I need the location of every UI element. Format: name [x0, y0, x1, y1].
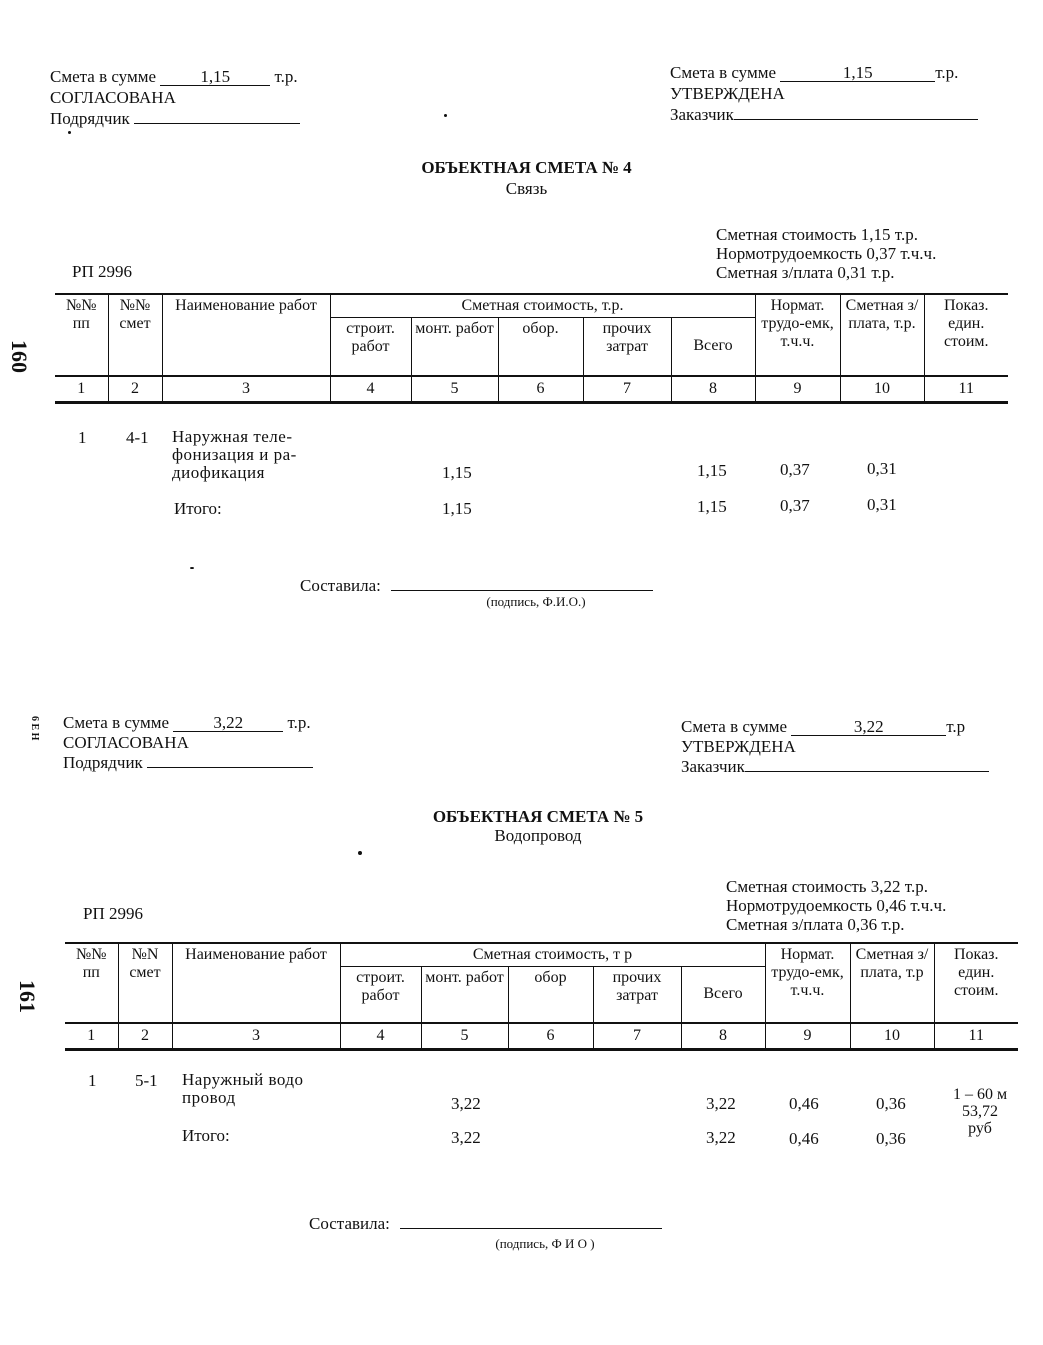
col-wage: Сметная з/плата, т.р	[850, 943, 934, 1023]
row-smet: 4-1	[126, 428, 149, 447]
row-mont: 3,22	[451, 1094, 481, 1113]
col-labor: Нормат. трудо-емк, т.ч.ч.	[755, 294, 840, 376]
composed-by	[300, 576, 653, 596]
idx-cell: 8	[681, 1023, 765, 1050]
status-approved: УТВЕРЖДЕНА	[681, 737, 796, 756]
row-nn: 1	[78, 428, 87, 447]
row-mont: 1,15	[442, 463, 472, 482]
idx-cell: 2	[118, 1023, 172, 1050]
wage-line: Сметная з/плата 0,36 т.р.	[726, 915, 905, 934]
page-number-161: 161	[15, 980, 40, 1013]
customer-label: Заказчик	[670, 105, 734, 124]
signature-line	[391, 590, 653, 591]
col-other: прочих затрат	[593, 967, 681, 1023]
row-nn: 1	[88, 1071, 97, 1090]
idx-cell: 5	[411, 376, 498, 403]
row-total: 1,15	[697, 461, 727, 480]
index-line: руб	[968, 1120, 992, 1137]
left-approval	[63, 713, 313, 773]
row-name-line: диофикация	[172, 463, 265, 482]
project-code: РП 2996	[72, 262, 132, 281]
sum-unit: т.р.	[274, 67, 298, 86]
idx-cell: 10	[840, 376, 924, 403]
idx-cell: 4	[340, 1023, 421, 1050]
col-other: прочих затрат	[583, 318, 671, 376]
composed-label: Составила:	[300, 576, 381, 595]
idx-cell: 5	[421, 1023, 508, 1050]
wage-line: Сметная з/плата 0,31 т.р.	[716, 263, 895, 282]
sum-unit: т.р	[946, 717, 966, 736]
cost-line: Сметная стоимость 1,15 т.р.	[716, 225, 918, 244]
col-group-cost: Сметная стоимость, т.р.	[330, 294, 755, 318]
idx-cell: 3	[172, 1023, 340, 1050]
total-labor: 0,46	[789, 1129, 819, 1148]
idx-cell: 10	[850, 1023, 934, 1050]
total-wage: 0,31	[867, 495, 897, 514]
customer-signature-line	[734, 119, 978, 120]
col-build: строит. работ	[330, 318, 411, 376]
print-speck	[190, 567, 194, 569]
row-total: 3,22	[706, 1094, 736, 1113]
total-total: 1,15	[697, 497, 727, 516]
status-agreed: СОГЛАСОВАНА	[63, 733, 189, 752]
cost-summary	[716, 225, 936, 282]
total-mont: 3,22	[451, 1128, 481, 1147]
right-approval	[681, 717, 989, 777]
document-subtitle: Связь	[505, 179, 548, 198]
row-name	[182, 1071, 304, 1107]
composed-label: Составила:	[309, 1214, 390, 1233]
total-label: Итого:	[174, 499, 222, 518]
left-approval	[50, 66, 300, 129]
idx-cell: 1	[55, 376, 108, 403]
idx-cell: 1	[65, 1023, 118, 1050]
row-name-line: Наружная теле-	[172, 427, 293, 446]
total-labor: 0,37	[780, 496, 810, 515]
idx-cell: 6	[508, 1023, 593, 1050]
signature-caption: (подпись, Ф.И.О.)	[486, 594, 586, 609]
sum-unit: т.р.	[935, 63, 959, 82]
col-name: Наименование работ	[162, 294, 330, 376]
total-wage: 0,36	[876, 1129, 906, 1148]
sum-value: 1,15	[160, 68, 270, 86]
print-speck	[358, 851, 362, 855]
col-nn: №№ пп	[65, 943, 118, 1023]
customer-signature-line	[745, 771, 989, 772]
row-labor: 0,37	[780, 460, 810, 479]
customer-label: Заказчик	[681, 757, 745, 776]
col-build: строит. работ	[340, 967, 421, 1023]
idx-cell: 11	[934, 1023, 1018, 1050]
document-title: ОБЪЕКТНАЯ СМЕТА № 4	[421, 158, 632, 177]
labor-line: Нормотрудоемкость 0,37 т.ч.ч.	[716, 244, 937, 263]
col-nn: №№ пп	[55, 294, 108, 376]
idx-cell: 2	[108, 376, 162, 403]
col-index: Показ. един. стоим.	[934, 943, 1018, 1023]
col-labor: Нормат. трудо-емк, т.ч.ч.	[765, 943, 850, 1023]
row-wage: 0,36	[876, 1094, 906, 1113]
document-title: ОБЪЕКТНАЯ СМЕТА № 5	[432, 807, 644, 826]
idx-cell: 8	[671, 376, 755, 403]
document-subtitle: Водопровод	[494, 826, 582, 845]
idx-cell: 6	[498, 376, 583, 403]
row-name	[172, 428, 297, 482]
col-total: Всего	[671, 318, 755, 376]
total-mont: 1,15	[442, 499, 472, 518]
row-name-line: фонизация и ра-	[172, 445, 297, 464]
idx-cell: 11	[924, 376, 1008, 403]
row-wage: 0,31	[867, 459, 897, 478]
print-speck	[444, 114, 447, 117]
cost-summary	[726, 877, 946, 934]
sum-value: 3,22	[173, 714, 283, 732]
row-name-line: Наружный водо	[182, 1070, 304, 1089]
total-label: Итого:	[182, 1126, 230, 1145]
sum-label: Смета в сумме	[63, 713, 170, 732]
estimate-table-header	[65, 942, 1018, 1051]
col-index: Показ. един. стоим.	[924, 294, 1008, 376]
contractor-label: Подрядчик	[50, 109, 130, 128]
col-total: Всего	[681, 967, 765, 1023]
col-group-cost: Сметная стоимость, т р	[340, 943, 765, 967]
idx-cell: 9	[765, 1023, 850, 1050]
col-name: Наименование работ	[172, 943, 340, 1023]
right-approval	[670, 62, 978, 125]
col-mont: монт. работ	[421, 967, 508, 1023]
index-line: 1 – 60 м	[952, 1086, 1008, 1103]
total-total: 3,22	[706, 1128, 736, 1147]
col-smet: №№ смет	[108, 294, 162, 376]
page-number-160: 160	[7, 340, 32, 373]
signature-caption: (подпись, Ф И О )	[495, 1236, 595, 1251]
status-agreed: СОГЛАСОВАНА	[50, 88, 176, 107]
signature-line	[400, 1228, 662, 1229]
row-name-line: провод	[182, 1088, 236, 1107]
status-approved: УТВЕРЖДЕНА	[670, 84, 785, 103]
cost-line: Сметная стоимость 3,22 т.р.	[726, 877, 928, 896]
col-wage: Сметная з/плата, т.р.	[840, 294, 924, 376]
col-obor: обор.	[498, 318, 583, 376]
composed-by	[309, 1214, 662, 1234]
contractor-signature-line	[134, 123, 300, 124]
estimate-table-header	[55, 293, 1008, 404]
row-smet: 5-1	[135, 1071, 158, 1090]
idx-cell: 4	[330, 376, 411, 403]
idx-cell: 7	[583, 376, 671, 403]
sum-unit: т.р.	[287, 713, 311, 732]
sum-value: 3,22	[791, 718, 946, 736]
print-speck	[68, 131, 71, 134]
idx-cell: 3	[162, 376, 330, 403]
index-line: 53,72	[962, 1103, 998, 1120]
side-note: 6 Е Н	[29, 716, 40, 741]
idx-cell: 9	[755, 376, 840, 403]
sum-value: 1,15	[780, 64, 935, 82]
sum-label: Смета в сумме	[50, 67, 157, 86]
sum-label: Смета в сумме	[670, 63, 777, 82]
contractor-label: Подрядчик	[63, 753, 143, 772]
sum-label: Смета в сумме	[681, 717, 788, 736]
row-index	[940, 1086, 1020, 1137]
col-obor: обор	[508, 967, 593, 1023]
row-labor: 0,46	[789, 1094, 819, 1113]
contractor-signature-line	[147, 767, 313, 768]
col-mont: монт. работ	[411, 318, 498, 376]
idx-cell: 7	[593, 1023, 681, 1050]
labor-line: Нормотрудоемкость 0,46 т.ч.ч.	[726, 896, 947, 915]
col-smet: №N смет	[118, 943, 172, 1023]
project-code: РП 2996	[83, 904, 143, 923]
